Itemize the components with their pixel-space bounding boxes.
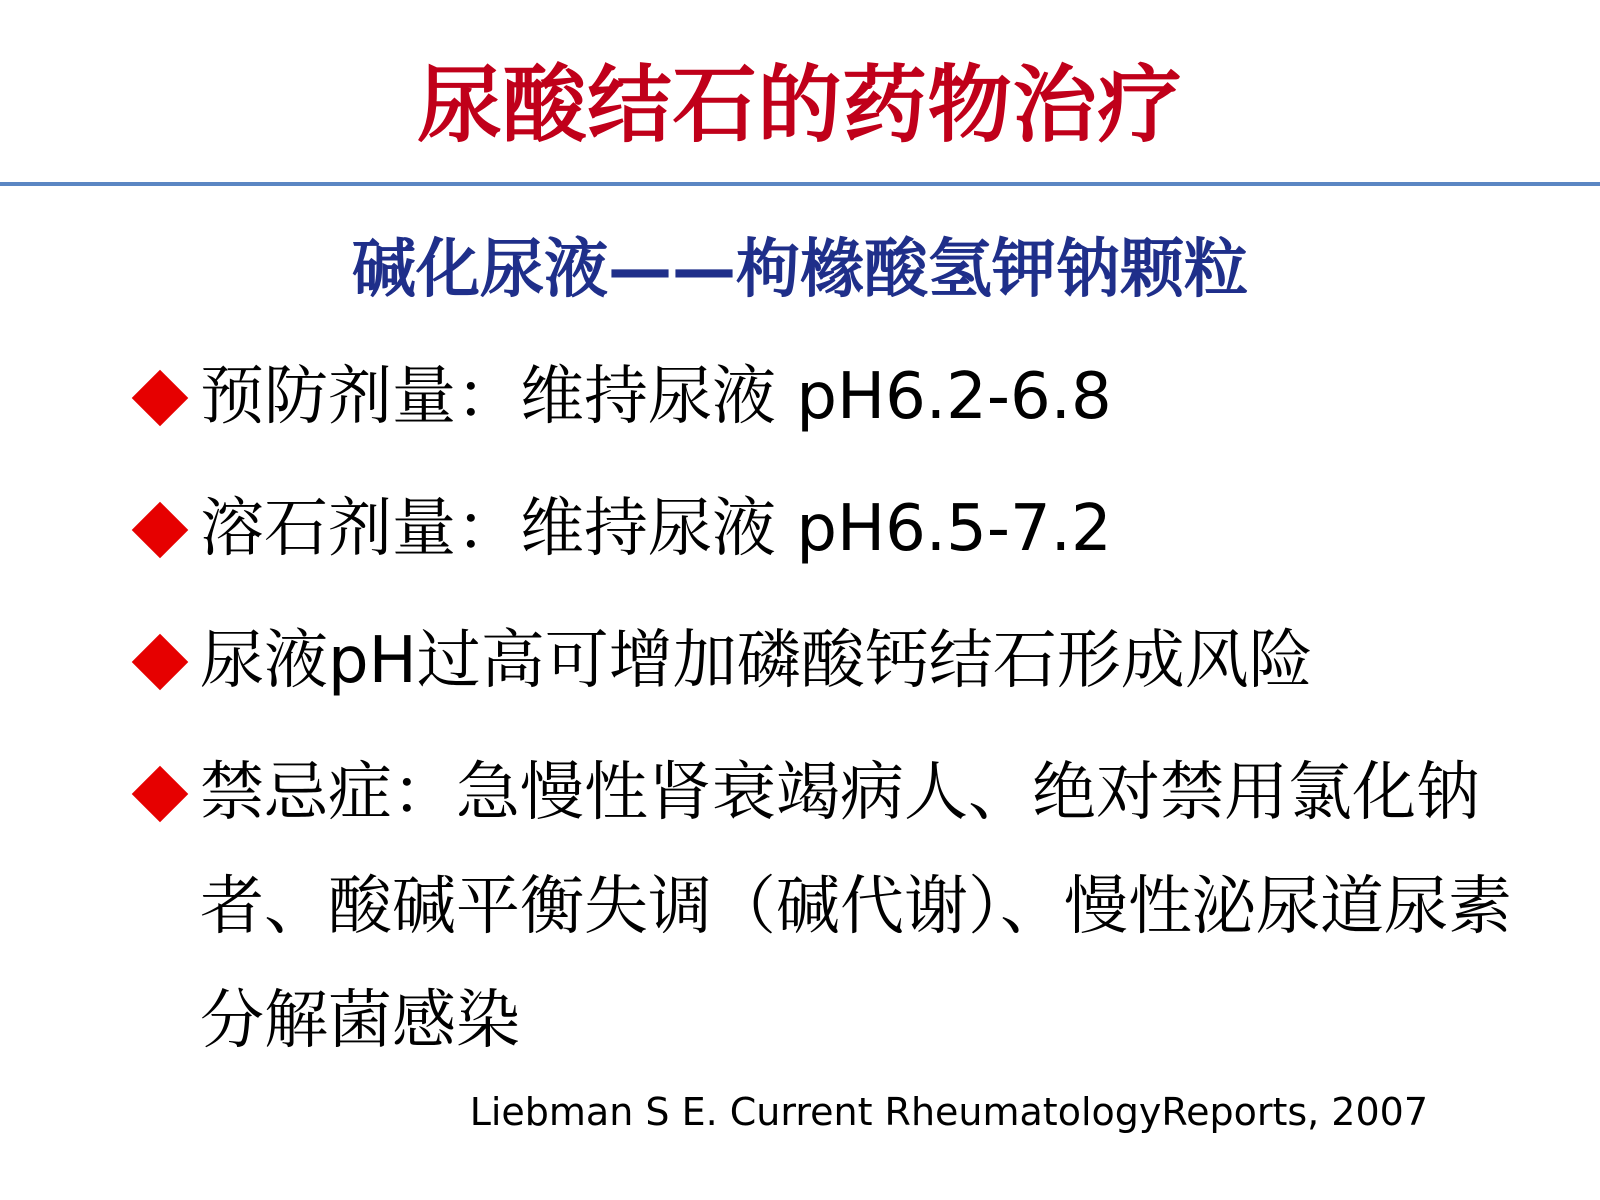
bullet-item-prevention-dose bbox=[130, 340, 1570, 454]
red-diamond-icon bbox=[132, 502, 189, 559]
bullet-list bbox=[130, 340, 1570, 1096]
citation: Liebman S E. Current RheumatologyReports, 2007 bbox=[469, 1090, 1428, 1134]
slide-title: 尿酸结石的药物治疗 bbox=[417, 56, 1183, 154]
title-divider bbox=[0, 182, 1600, 186]
red-diamond-icon bbox=[132, 370, 189, 427]
bullet-text: 预防剂量：维持尿液 pH6.2-6.8 bbox=[200, 360, 1112, 434]
bullet-text: 尿液pH过高可增加磷酸钙结石形成风险 bbox=[200, 624, 1313, 698]
bullet-text: 禁忌症：急慢性肾衰竭病人、绝对禁用氯化钠者、酸碱平衡失调（碱代谢）、慢性泌尿道尿素分解菌感染 bbox=[200, 756, 1512, 1058]
slide-subtitle: 碱化尿液——枸橼酸氢钾钠颗粒 bbox=[352, 233, 1248, 307]
red-diamond-icon bbox=[132, 634, 189, 691]
bullet-item-dissolution-dose bbox=[130, 472, 1570, 586]
bullet-item-ph-risk bbox=[130, 604, 1570, 718]
bullet-text: 溶石剂量：维持尿液 pH6.5-7.2 bbox=[200, 492, 1112, 566]
red-diamond-icon bbox=[132, 766, 189, 823]
bullet-item-contraindications bbox=[130, 736, 1570, 1078]
